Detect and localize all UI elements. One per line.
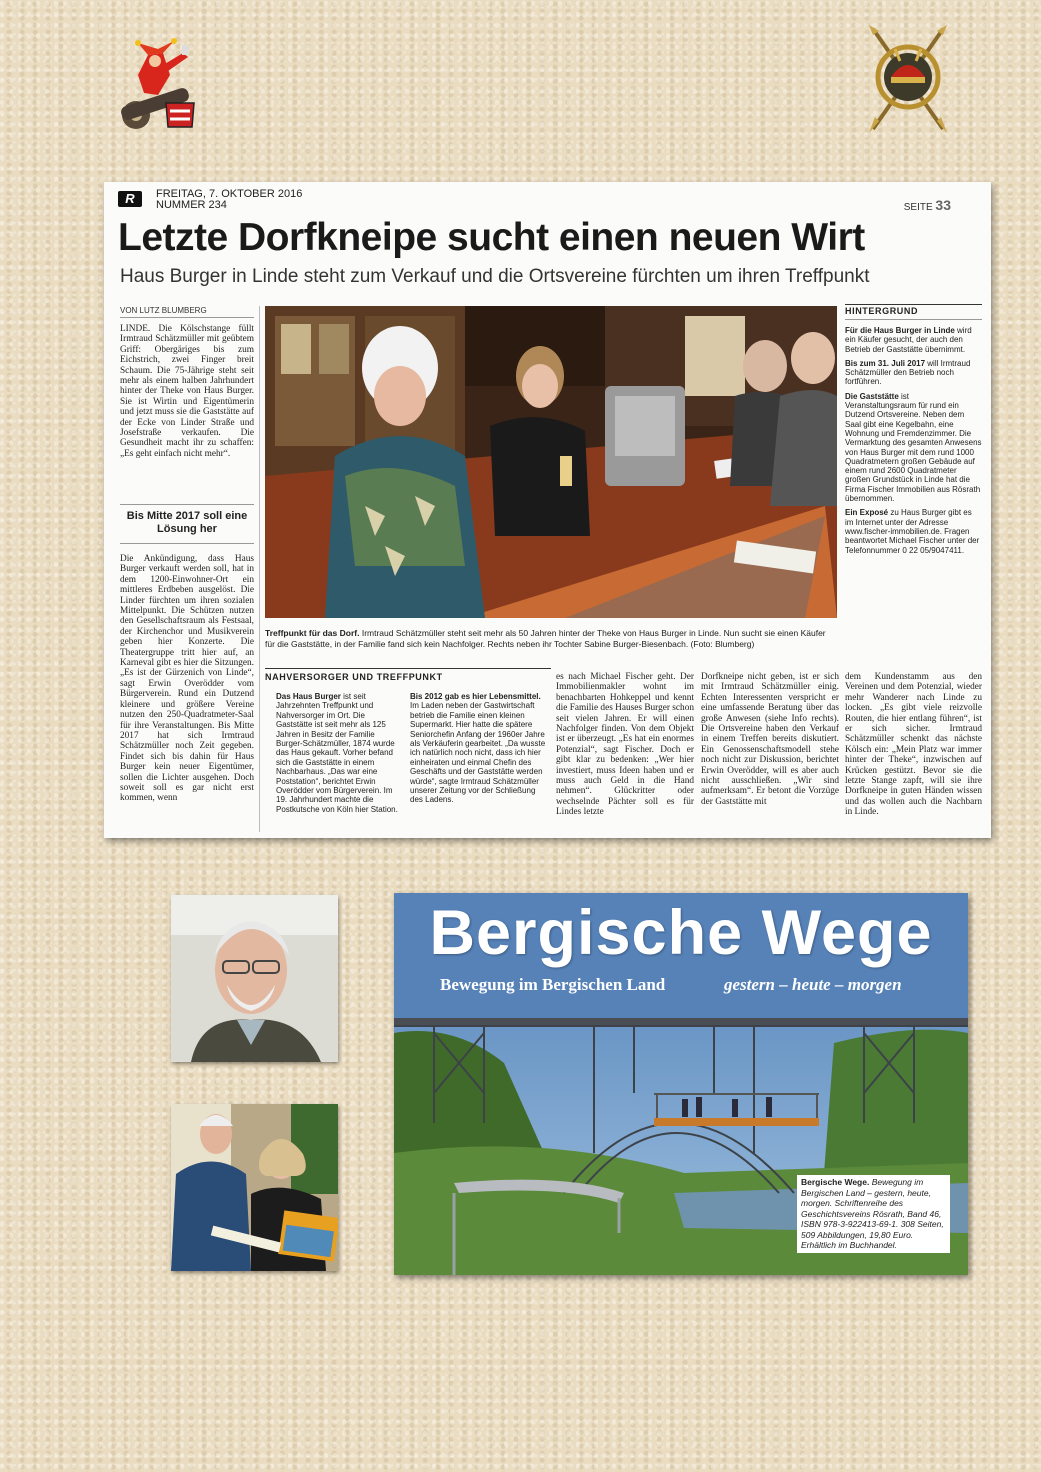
photo-caption-text: Irmtraud Schätzmüller steht seit mehr als 50 Jahren hinter der Theke von Haus Burger in Linde. Nun sucht sie einen Käufer für die Gaststätte, in der Familie fand sich kein Nachfolger. Rechts neben ihr Tochter Sabine Burger-Biesenbach. (Foto: Blumberg) bbox=[265, 628, 826, 649]
headline: Letzte Dorfkneipe sucht einen neuen Wirt bbox=[118, 216, 865, 259]
info-4: zu Haus Burger gibt es im Internet unter der Adresse www.fischer-immobilien.de. Fragen beantwortet Michael Fischer unter der Telefonnummer 0 22 05/9047411. bbox=[845, 508, 980, 555]
book-subtitle-italic: gestern – heute – morgen bbox=[724, 975, 902, 994]
issue-number: NUMMER 234 bbox=[156, 199, 227, 211]
book-caption-bold: Bergische Wege. bbox=[801, 1177, 870, 1187]
info-box bbox=[845, 326, 982, 646]
info-4-bold: Ein Exposé bbox=[845, 508, 889, 518]
fact-box-2-text: Im Laden neben der Gastwirtschaft betrieb die Familie einen kleinen Supermarkt. Hier hatte die spätere Seniorchefin Anfang der 1960er Jahre als Verkäuferin gearbeitet. „Da wusste ich natürlich noch nicht, dass ich hier einheiraten und einmal Chefin des Geschäfts und der Gaststätte werden würde“, sagte Irmtraud Schätzmüller unserer Zeitung vor der Schließung des Ladens. bbox=[410, 701, 546, 805]
info-2: will Irmtraud Schätzmüller den Betrieb noch fortführen. bbox=[845, 358, 971, 387]
info-2-bold: Bis zum 31. Juli 2017 bbox=[845, 358, 926, 368]
column-1-body: Die Ankündigung, dass Haus Burger verkauft werden soll, hat in dem 1200-Einwohner-Ort ein mittleres Erdbeben ausgelöst. Die Linder fürchten um ihren sozialen Mittelpunkt. Die Schützen nutzen den Gesellschaftsraum als Festsaal, der Kirchenchor und Musikverein geben hier Konzerte. Die Theatergruppe tritt hier auf, an Karneval gibt es hier die Sitzungen. „Es ist der Gürzenich von Linde“, sagt Erwin Overödder vom Bürgerverein. Rund ein Dutzend kleinere und größere Vereine nutzen den 250-Quadratmeter-Saal für ihre Veranstaltungen. Bis Mitte 2017 hat sich Irmtraud Schätzmüller noch Zeit gegeben. Findet sich bis dahin für Haus Burger kein neuer Eigentümer, sollen die Lichter ausgehen. Doch soweit soll es gar nicht erst kommen, wenn bbox=[120, 554, 254, 804]
page-number-value: 33 bbox=[935, 197, 951, 213]
column-b3: dem Kundenstamm aus den Vereinen und dem Potenzial, wieder mehr Wanderer nach Linde zu locken. „Es gibt viele reizvolle Routen, die hier entlang führen“, ist er sich sicher. Irmtraud Schätzmüller schenkt das nächste Kölsch ein: „Mein Platz war immer hinter der Theke“, inzwischen auf Krücken gestützt. Bevor sie die letzte Stange zapft, will sie ihre Dorfkneipe in guten Händen wissen und das wollen auch die Nachbarn in Linde. bbox=[845, 672, 982, 818]
fact-box-1 bbox=[276, 692, 402, 834]
divider bbox=[265, 668, 551, 669]
fact-box-2-bold: Bis 2012 gab es hier Lebensmittel. bbox=[410, 692, 541, 701]
author-portrait-photo bbox=[171, 895, 338, 1062]
divider bbox=[845, 319, 982, 320]
info-heading: HINTERGRUND bbox=[845, 306, 919, 316]
photo-caption bbox=[265, 628, 837, 649]
section-heading: NAHVERSORGER UND TREFFPUNKT bbox=[265, 672, 443, 682]
fact-box-2 bbox=[410, 692, 548, 834]
fact-box-1-text: ist seit Jahrzehnten Treffpunkt und Nahversorger im Ort. Die Gaststätte ist seit mehr als 125 Jahren in Besitz der Familie Burger-Schätzmüller, 1874 wurde das Haus gekauft. Vorher befand sich die Gaststätte in einem Nachbarhaus. „Das war eine Poststation“, berichtet Erwin Overödder vom Bürgerverein. Im 19. Jahrhundert machte die Postkutsche von Köln hier Station. bbox=[276, 692, 398, 814]
divider bbox=[845, 304, 982, 305]
newspaper-logo: R bbox=[118, 191, 142, 207]
fact-box-1-bold: Das Haus Burger bbox=[276, 692, 341, 701]
issue-date: FREITAG, 7. OKTOBER 2016 bbox=[156, 188, 303, 200]
book-caption bbox=[797, 1175, 950, 1253]
bar-photo bbox=[265, 306, 837, 618]
info-1-bold: Für die Haus Burger in Linde bbox=[845, 326, 955, 335]
subheadline: Haus Burger in Linde steht zum Verkauf und die Ortsvereine fürchten um ihren Treffpunkt bbox=[120, 266, 870, 287]
book-subtitle: Bewegung im Bergischen Land bbox=[440, 975, 666, 994]
info-1: wird ein Käufer gesucht, der auch den Betrieb der Gaststätte übernimmt. bbox=[845, 326, 972, 354]
info-3-bold: Die Gaststätte bbox=[845, 391, 899, 401]
book-cover bbox=[394, 893, 968, 1275]
photo-caption-bold: Treffpunkt für das Dorf. bbox=[265, 628, 360, 638]
book-title: Bergische Wege bbox=[429, 898, 933, 968]
info-3: ist Veranstaltungsraum für rund ein Dutzend Ortsvereine. Neben dem Saal gibt eine Kegelbahn, eine Wohnung und Fremdenzimmer. Die Vermarktung des gesamten Anwesens von Haus Burger mit dem rund 1000 Quadratmetern großen Gebäude auf einem rund 2600 Quadratmeter großen Grundstück in Linde hat die Firma Fischer Immobilien aus Rösrath übernommen. bbox=[845, 391, 982, 504]
divider bbox=[120, 504, 254, 505]
couple-reading-photo bbox=[171, 1104, 338, 1271]
page-number bbox=[904, 197, 951, 213]
divider bbox=[120, 317, 254, 318]
column-1-subheading: Bis Mitte 2017 soll eine Lösung her bbox=[126, 510, 248, 535]
byline: VON LUTZ BLUMBERG bbox=[120, 306, 207, 315]
column-b2: Dorfkneipe nicht geben, ist er sich mit Irmtraud Schätzmüller einig. Echten Interessenten verspricht er eine umfassende Beratung über das große Anwesen (siehe Info rechts). Die Ortsvereine haben den Verkauf in einem Treffen bereits diskutiert. Ein Genossenschaftsmodell stehe noch nicht zur Diskussion, berichtet Erwin Overödder, will es aber auch nicht ausschließen. „Wir sind aufmerksam“. Er betont die Vorzüge der Gaststätte mit bbox=[701, 672, 839, 807]
column-b1: es nach Michael Fischer geht. Der Immobilienmakler wohnt im benachbarten Hohkeppel und kennt die Familie des Hauses Burger schon seit vielen Jahren. Er will einen Nachfolger finden. Von dem Objekt ist er überzeugt. „Es hat ein enormes Potenzial“, sagt Fischer. Doch er gibt klar zu bedenken: „Wer hier investiert, muss Ideen haben und er muss auch Geld in die Hand nehmen“. Glückritter oder wechselnde Pächter soll es für Lindes letzte bbox=[556, 672, 694, 818]
hunting-crest-emblem bbox=[865, 25, 950, 135]
jester-cannon-emblem bbox=[108, 35, 203, 135]
column-1-intro: LINDE. Die Kölschstange füllt Irmtraud Schätzmüller mit geübtem Griff: Obergäriges bis zum Eichstrich, zwei Finger breit Schaum. Die 75-Jährige steht seit mehr als einem halben Jahrhundert hinter der Theke von Haus Burger. Sie ist Wirtin und Eigentümerin und jetzt muss sie die Gaststätte auf der Ecke von Linder Straße und Josefstraße verkaufen. Die Gesundheit macht ihr zu schaffen: „Es geht einfach nicht mehr“. bbox=[120, 324, 254, 459]
column-divider bbox=[259, 306, 260, 832]
book-caption-text: Bewegung im Bergischen Land – gestern, heute, morgen. Schriftenreihe des Geschichtsvereins Rösrath, Band 46, ISBN 978-3-922413-69-1. 308 Seiten, 509 Abbildungen, 19,80 Euro. Erhältlich im Buchhandel. bbox=[801, 1177, 944, 1250]
page-label: SEITE bbox=[903, 202, 933, 213]
divider bbox=[120, 543, 254, 544]
